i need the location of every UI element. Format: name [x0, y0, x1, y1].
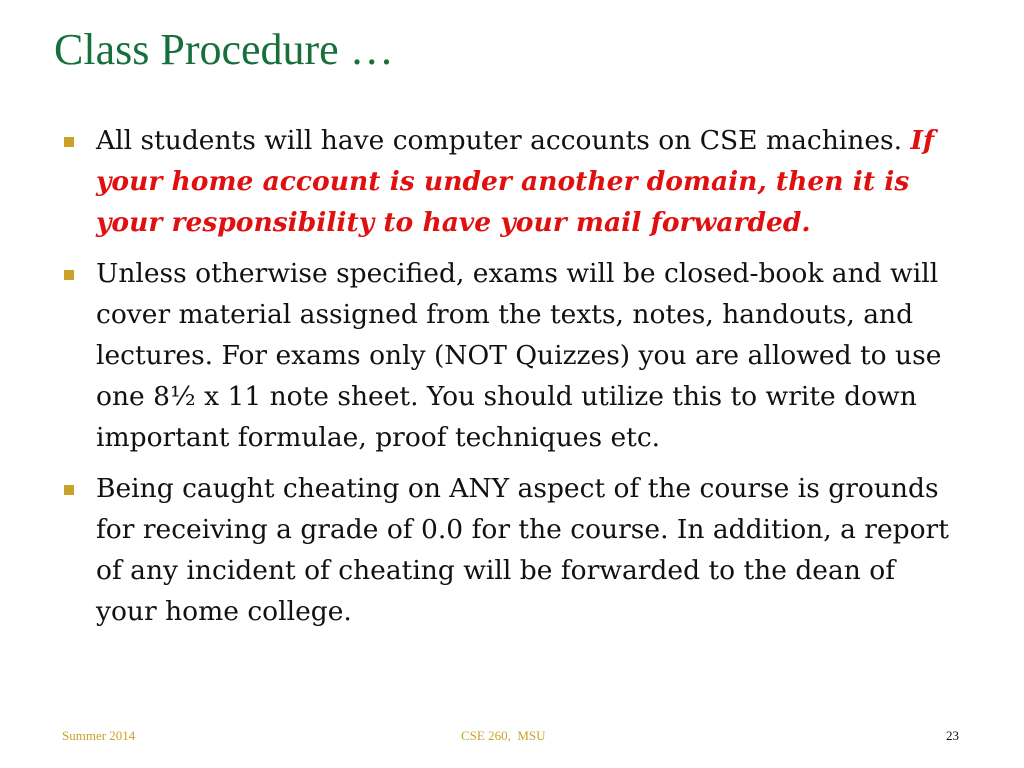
bullet-emphasis-text: If your home account is under another domain, then it is your responsibility to have your mail forwarded.: [96, 125, 935, 238]
bullet-text: All students will have computer accounts on CSE machines.: [96, 125, 911, 156]
bullet-item-cheating: [0, 468, 956, 632]
square-bullet-icon: [64, 270, 74, 280]
footer-date: Summer 2014: [62, 728, 136, 743]
square-bullet-icon: [64, 137, 74, 147]
bullet-item-mail-accounts: [0, 120, 956, 243]
page-number: 23: [946, 728, 959, 743]
slide-title: Class Procedure …: [54, 25, 394, 74]
square-bullet-icon: [64, 485, 74, 495]
footer-course: CSE 260, MSU: [461, 728, 546, 743]
bullet-item-exams: [0, 253, 956, 458]
bullet-text: Being caught cheating on ANY aspect of the course is grounds for receiving a grade of 0.0 for the course. In addition, a report of any incident of cheating will be forwarded to the dean of your home college.: [96, 473, 949, 627]
bullet-text: Unless otherwise specified, exams will be closed-book and will cover material assigned from the texts, notes, handouts, and lectures. For exams only (NOT Quizzes) you are allowed to use one 8½ x 11 note sheet. You should utilize this to write down important formulae, proof techniques etc.: [96, 258, 942, 453]
bullet-list: [0, 120, 1024, 642]
